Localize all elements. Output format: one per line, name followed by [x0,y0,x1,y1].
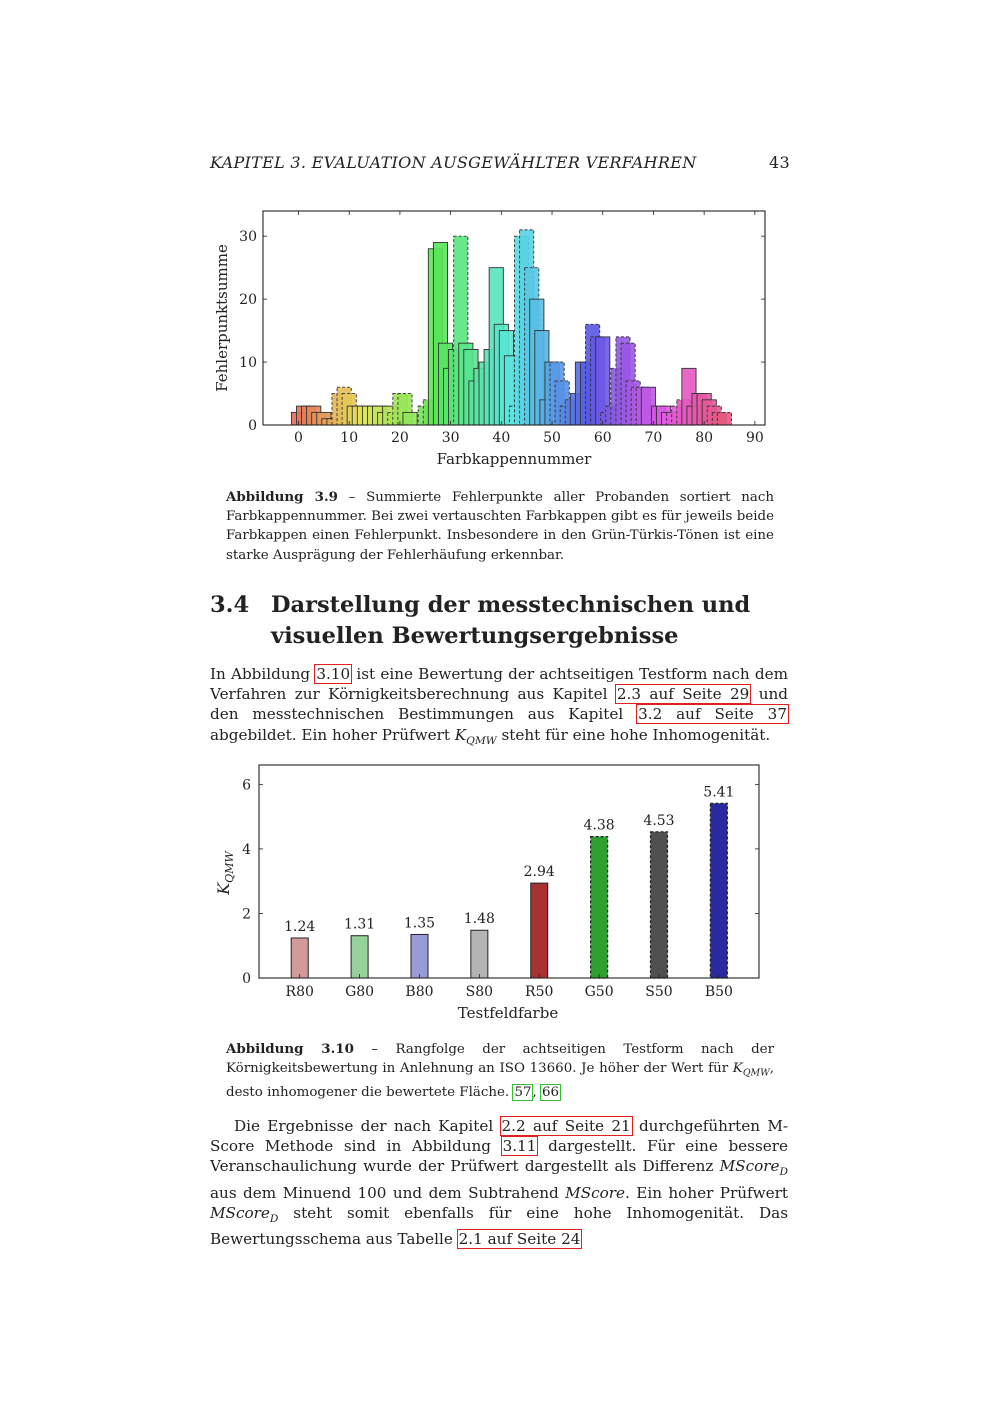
y-axis-label [214,850,236,896]
bar [531,883,548,978]
x-tick-label: G80 [345,984,375,1000]
bar-value-label: 1.48 [463,911,495,928]
citation-link[interactable]: 66 [542,1085,560,1101]
text-run: steht somit ebenfalls für eine hohe Inhomogenität. Das Bewertungsschema aus Tabelle [210,1203,788,1249]
x-tick-label: R80 [285,984,314,1000]
bar [471,930,488,978]
x-tick-label: 90 [745,430,764,446]
paragraph [210,664,788,751]
caption-label: Abbildung 3.10 [226,1041,354,1057]
x-tick-label: 80 [695,430,714,446]
math-symbol: K [732,1061,743,1077]
math-subscript: QMW [466,733,497,747]
x-tick-label: R50 [525,984,554,1000]
text-run: aus dem Minuend 100 und dem Subtrahend [210,1183,566,1202]
text-run: Die Ergebnisse der nach Kapitel [234,1117,501,1135]
y-tick-label: 2 [242,906,251,923]
x-axis-label: Farbkappennummer [436,450,592,468]
paragraph [210,1116,788,1249]
bar [651,832,668,978]
text-run: . Ein hoher Prüfwert [625,1183,788,1202]
bar-value-label: 1.31 [344,916,376,933]
chapter-ref-link[interactable]: 2.3 auf Seite 29 [616,685,750,704]
running-header [210,153,790,172]
y-axis-label: Fehlerpunktsumme [213,244,231,392]
bar [291,938,308,978]
math-subscript: D [779,1165,788,1179]
plot-frame [259,765,759,978]
x-tick-label: 70 [644,430,663,446]
math-symbol: MScore [565,1183,625,1202]
caption-text: – Rangfolge der achtseitigen Testform nach der Körnigkeitsbewertung in Anlehnung an ISO 13660. Je höher der Wert für [226,1042,775,1077]
text-run: ist eine Bewertung der achtseitigen Testform nach dem Verfahren zur Körnigkeitsberechnung aus Kapitel [210,665,788,704]
x-tick-label: S80 [465,984,494,1000]
bar [710,803,727,978]
bar [411,934,428,978]
y-tick-label: 20 [239,292,257,309]
caption-text: , desto inhomogener die bewertete Fläche. [226,1061,774,1101]
histogram-bar [717,412,731,425]
math-symbol: K [454,725,467,744]
y-tick-label: 10 [239,355,257,372]
bar [351,936,368,978]
y-tick-label: 4 [242,841,251,858]
x-tick-label: 20 [390,430,409,446]
bar-value-label: 1.24 [284,918,316,935]
bar-value-label: 1.35 [403,915,436,932]
section-title: Darstellung der messtechnischen und visuellen Bewertungsergebnisse [271,592,751,649]
y-tick-label: 0 [242,971,251,987]
svg-text:KQMW [214,850,236,896]
y-tick-label: 0 [248,418,257,434]
x-tick-label: 0 [294,430,303,446]
bar-value-label: 2.94 [523,864,555,881]
section-heading [210,590,800,652]
table-ref-link[interactable]: 2.1 auf Seite 24 [458,1230,581,1249]
math-subscript: QMW [742,1067,770,1079]
x-tick-label: 60 [593,430,612,446]
x-tick-label: 40 [492,430,511,446]
text-run: abgebildet. Ein hoher Prüfwert [210,725,455,744]
bar-value-label: 4.38 [583,817,615,834]
citation-link[interactable]: 57 [514,1085,532,1101]
text-run: durchgeführten M-Score Methode sind in Abbildung [210,1117,788,1156]
x-tick-label: 10 [340,430,359,446]
page-number: 43 [769,153,790,172]
math-subscript: D [269,1211,279,1225]
x-axis-label: Testfeldfarbe [457,1004,559,1022]
figure-3-10-chart [205,755,785,1030]
figure-3-9-chart [205,200,785,475]
text-run: steht für eine hohe Inhomogenität. [496,725,771,744]
x-tick-label: G50 [584,984,614,1000]
running-title: KAPITEL 3. EVALUATION AUSGEWÄHLTER VERFAHREN [210,153,697,172]
x-tick-label: 30 [441,430,460,446]
caption-text: – Summierte Fehlerpunkte aller Probanden sortiert nach Farbkappennummer. Bei zwei vertauschten Farbkappen gibt es für jeweils beide Farbkappen einen Fehlerpunkt. Insbesondere in den Grün-Türkis-Tönen ist eine starke Ausprägung der Fehlerhäufung erkennbar. [226,490,774,563]
y-tick-label: 30 [239,229,257,246]
math-symbol: MScore [210,1203,270,1222]
bar-value-label: 4.53 [643,812,675,829]
figure-ref-link[interactable]: 3.11 [502,1137,537,1156]
x-tick-label: 50 [543,430,561,446]
chapter-ref-link[interactable]: 3.2 auf Seite 37 [638,705,788,724]
figure-3-9-caption [226,488,774,565]
y-axis-subscript: QMW [223,851,236,883]
citation-separator: , [532,1085,541,1101]
histogram-bar [403,412,417,425]
text-run: dargestellt. Für eine bessere Veranschaulichung wurde der Prüfwert dargestellt als Differenz [210,1137,788,1176]
y-tick-label: 6 [242,777,251,794]
bar [591,837,608,978]
section-number: 3.4 [210,592,250,618]
figure-3-10-caption [226,1040,774,1102]
math-symbol: MScore [719,1157,780,1176]
x-tick-label: B80 [405,984,434,1000]
figure-ref-link[interactable]: 3.10 [316,665,351,683]
caption-label: Abbildung 3.9 [226,489,338,505]
x-tick-label: B50 [704,984,733,1000]
y-axis-symbol: K [214,882,233,895]
x-tick-label: S50 [645,984,673,1000]
bar-value-label: 5.41 [703,784,735,801]
text-run: In Abbildung [210,665,316,683]
chapter-ref-link[interactable]: 2.2 auf Seite 21 [501,1117,631,1135]
text-run: und den messtechnischen Bestimmungen aus Kapitel [210,685,788,724]
